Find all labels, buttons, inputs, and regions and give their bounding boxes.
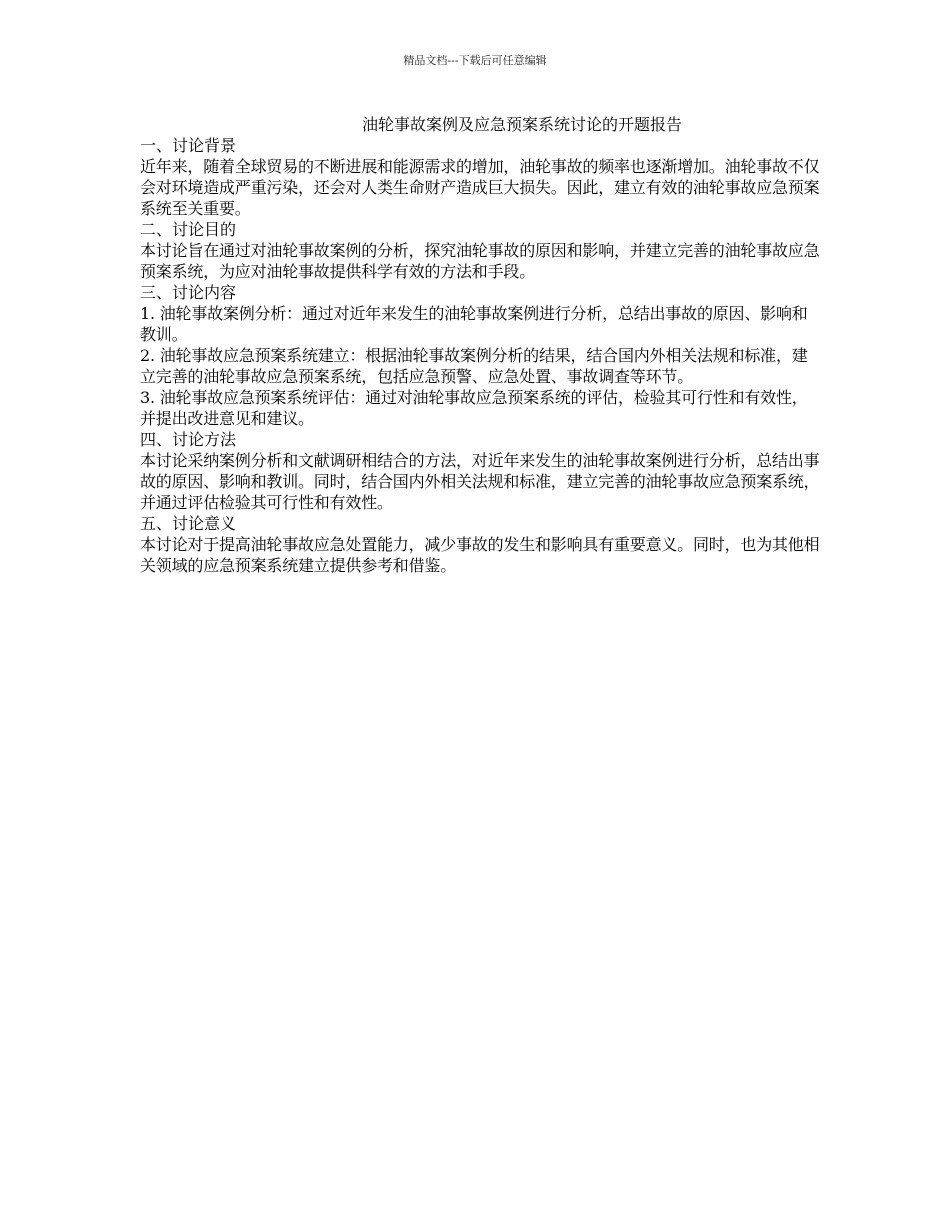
page-header: 精品文档---下载后可任意编辑 <box>403 54 547 67</box>
section-paragraph: 本讨论旨在通过对油轮事故案例的分析，探究油轮事故的原因和影响，并建立完善的油轮事故应急预案系统，为应对油轮事故提供科学有效的方法和手段。 <box>140 241 820 281</box>
section-heading: 二、讨论目的 <box>140 220 237 239</box>
section-paragraph: 本讨论对于提高油轮事故应急处置能力，减少事故的发生和影响具有重要意义。同时，也为其他相关领域的应急预案系统建立提供参考和借鉴。 <box>140 535 820 575</box>
section-heading: 三、讨论内容 <box>140 283 237 302</box>
section-heading: 一、讨论背景 <box>140 136 237 155</box>
section-paragraph: 本讨论采纳案例分析和文献调研相结合的方法，对近年来发生的油轮事故案例进行分析，总结出事故的原因、影响和教训。同时，结合国内外相关法规和标准，建立完善的油轮事故应急预案系统，并通过评估检验其可行性和有效性。 <box>140 451 820 512</box>
section-heading: 五、讨论意义 <box>140 514 237 533</box>
list-item: 1. 油轮事故案例分析：通过对近年来发生的油轮事故案例进行分析，总结出事故的原因、影响和教训。 <box>140 304 808 344</box>
section-method <box>140 429 820 513</box>
section-significance <box>140 513 820 576</box>
section-purpose <box>140 219 820 282</box>
section-content <box>140 282 820 429</box>
section-heading: 四、讨论方法 <box>140 430 237 449</box>
document-body <box>140 114 820 576</box>
section-paragraph: 近年来，随着全球贸易的不断进展和能源需求的增加，油轮事故的频率也逐渐增加。油轮事故不仅会对环境造成严重污染，还会对人类生命财产造成巨大损失。因此，建立有效的油轮事故应急预案系统至关重要。 <box>140 157 820 218</box>
list-item: 3. 油轮事故应急预案系统评估：通过对油轮事故应急预案系统的评估，检验其可行性和有效性，并提出改进意见和建议。 <box>140 388 808 428</box>
list-item: 2. 油轮事故应急预案系统建立：根据油轮事故案例分析的结果，结合国内外相关法规和标准，建立完善的油轮事故应急预案系统，包括应急预警、应急处置、事故调查等环节。 <box>140 346 808 386</box>
document-title: 油轮事故案例及应急预案系统讨论的开题报告 <box>362 115 683 134</box>
section-background <box>140 135 820 219</box>
